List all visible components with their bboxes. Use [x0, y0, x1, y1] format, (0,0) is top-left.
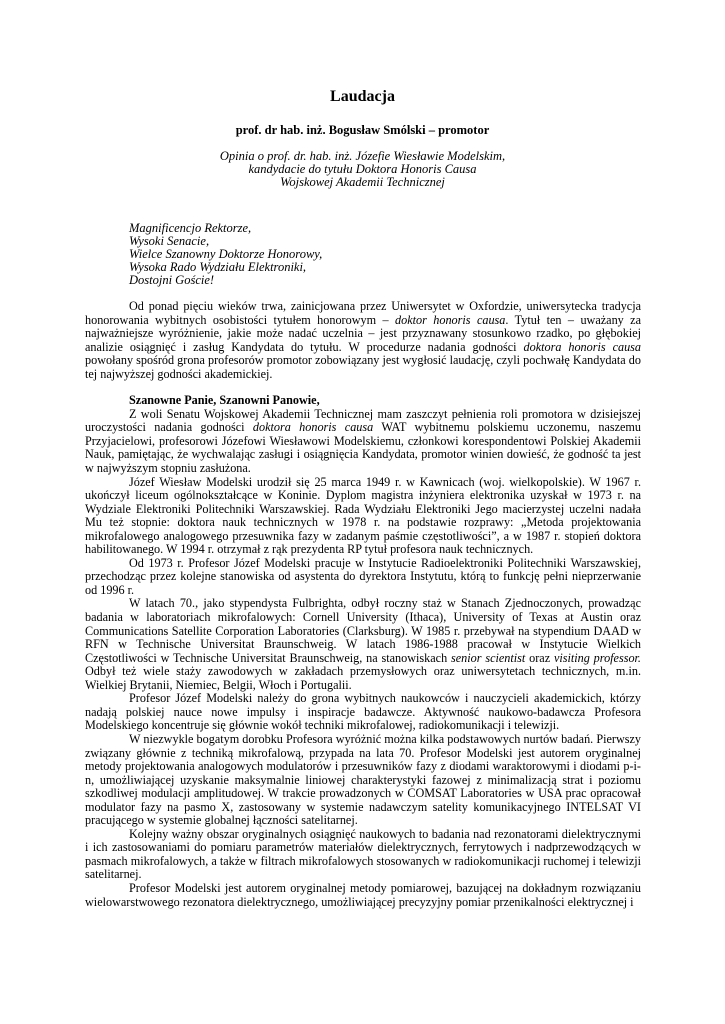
opinion-line: Wojskowej Akademii Technicznej — [280, 175, 445, 189]
paragraph-biography: Józef Wiesław Modelski urodził się 25 marca 1949 r. w Kawnicach (woj. wielkopolskie). W 1967 r. ukończył liceum ogólnokształcące w Koninie. Dyplom magistra inżyniera elektronika uzyskał w 1973 r. na Wydziale Elektroniki Politechniki Warszawskiej. Rada Wydziału Elektroniki Jego macierzystej uczelni nadała Mu też stopnie: doktora nauk technicznych w 1978 r. na podstawie rozprawy: „Metoda projektowania mikrofalowego analogowego przesuwnika fazy w zadanym paśmie częstotliwości”, a w 1987 r. stopień doktora habilitowanego. W 1994 r. otrzymał z rąk prezydenta RP tytuł profesora nauk technicznych. — [85, 474, 641, 557]
text-run: . Tytuł ten – uważany za najważniejsze wyróżnienie, jakie może nadać uczelnia – jest przyznawany stosunkowo rzadko, po głębokiej analizie osiągnięć i zasług Kandydata do tytułu. W procedurze nadania godności — [85, 312, 642, 354]
italic-term: doktor honoris causa — [395, 312, 506, 327]
paragraph-dielectric-resonators: Kolejny ważny obszar oryginalnych osiągnięć naukowych to badania nad rezonatorami dielektrycznymi i ich zastosowaniami do pomiaru parametrów materiałów dielektrycznych, ferrytowych i nadprzewodzących w pasmach mikrofalowych, a także w filtrach mikrofalowych stosowanych w radiokomunikacji ruchomej i telewizji satelitarnej. — [85, 826, 641, 882]
opinion-line: Opinia o prof. dr. hab. inż. Józefie Wiesławie Modelskim, — [219, 149, 506, 163]
paragraph-microwave-work: W niezwykle bogatym dorobku Profesora wyróżnić można kilka podstawowych nurtów badań. Pierwszy związany głównie z techniką mikrofalową, przypada na lata 70. Profesor Modelski jest autorem oryginalnej metody projektowania analogowych modulatorów i przesuwników fazy z diodami waraktorowymi i diodami p-i-n, umożliwiającej uzyskanie maksymalnie liniowej charakterystyki fazowej z minimalizacją strat i poziomu szkodliwej modulacji amplitudowej. W trakcie prowadzonych w COMSAT Laboratories w USA prac opracował modulator fazy na pasmo X, zastosowany w systemie nadawczym satelity komunikacyjnego INTELSAT VI pracującego w systemie globalnej łączności satelitarnej. — [85, 731, 641, 828]
salutation-line: Magnificencjo Rektorze, — [129, 221, 252, 235]
text-run: oraz — [525, 650, 554, 665]
text-run: Z woli Senatu Wojskowej Akademii Technicznej mam zaszczyt pełnienia roli promotora w dzisiejszej uroczystości nadania godności — [85, 406, 641, 435]
greeting-heading: Szanowne Panie, Szanowni Panowie, — [129, 393, 320, 408]
paragraph-career: Od 1973 r. Profesor Józef Modelski pracuje w Instytucie Radioelektroniki Politechniki Warszawskiej, przechodząc przez kolejne stanowiska od asystenta do dyrektora Instytutu, którą to funkcję pełni nieprzerwanie od 1996 r. — [85, 555, 641, 597]
italic-term: doktora honoris causa — [252, 420, 374, 435]
salutation-block — [129, 222, 322, 287]
paragraph-research-focus: Profesor Józef Modelski należy do grona wybitnych naukowców i nauczycieli akademickich, którzy nadają polskiej nauce nowe impulsy i inspiracje badawcze. Aktywność naukowo-badawcza Profesora Modelskiego koncentruje się głównie wokół techniki mikrofalowej, radiokomunikacji i telewizji. — [85, 691, 641, 733]
document-subtitle: prof. dr hab. inż. Bogusław Smólski – promotor — [235, 123, 490, 137]
opinion-line: kandydacie do tytułu Doktora Honoris Causa — [248, 162, 477, 176]
opinion-block — [0, 150, 725, 189]
salutation-line: Dostojni Goście! — [129, 273, 215, 287]
salutation-line: Wysoka Rado Wydziału Elektroniki, — [129, 260, 307, 274]
salutation-line: Wysoki Senacie, — [129, 234, 210, 248]
text-run: WAT wybitnemu polskiemu uczonemu, naszemu Przyjacielowi, profesorowi Józefowi Wiesławowi Modelskiemu, członkowi korespondentowi Polskiej Akademii Nauk, pamiętając, że wychwalając zasługi i osiągnięcia Kandydata, promotor winien dowieść, że godność ta jest w najwyższym stopniu zasłużona. — [85, 420, 641, 476]
text-run: powołany spośród grona profesorów promotor zobowiązany jest wygłosić laudację, czyli pochwałę Kandydata do tej najwyższej godności akademickiej. — [85, 353, 641, 381]
body-text — [85, 300, 641, 909]
salutation-line: Wielce Szanowny Doktorze Honorowy, — [129, 247, 323, 261]
paragraph-measurement-method: Profesor Modelski jest autorem oryginalnej metody pomiarowej, bazującej na dokładnym rozwiązaniu wielowarstwowego rezonatora dielektrycznego, umożliwiającej precyzyjny pomiar przenikalności elektrycznej i — [85, 880, 641, 909]
text-run: Odbył też wiele staży zawodowych w zakładach przemysłowych oraz uniwersytetach technicznych, m.in. Wielkiej Brytanii, Niemiec, Belgii, Włoch i Portugalii. — [85, 664, 641, 692]
intro-paragraph — [85, 300, 641, 381]
paragraph-promotor-role — [85, 408, 641, 476]
italic-term: senior scientist — [451, 650, 526, 665]
text-run: W latach 70., jako stypendysta Fulbrighta, odbył roczny staż w Stanach Zjednoczonych, prowadząc badania w laboratoriach mikrofalowych: Cornell University (Ithaca), University of Texas at Austin oraz Communications Satellite Corporation Laboratories (Clarksburg). W 1985 r. przebywał na stypendium DAAD w RFN w Technische Universitat Braunschweig. W latach 1986-1988 pracował w Instytucie Wielkich Częstotliwości w Technische Universitat Braunschweig, na stanowiskach — [85, 596, 641, 665]
text-run: Od ponad pięciu wieków trwa, zainicjowana przez Uniwersytet w Oxfordzie, uniwersytecka tradycja honorowania wybitnych osobistości tytułem honorowym – — [85, 299, 641, 327]
italic-term: visiting professor. — [553, 650, 641, 665]
italic-term: doktora honoris causa — [523, 339, 642, 354]
document-title: Laudacja — [330, 88, 395, 105]
paragraph-internships — [85, 597, 641, 692]
